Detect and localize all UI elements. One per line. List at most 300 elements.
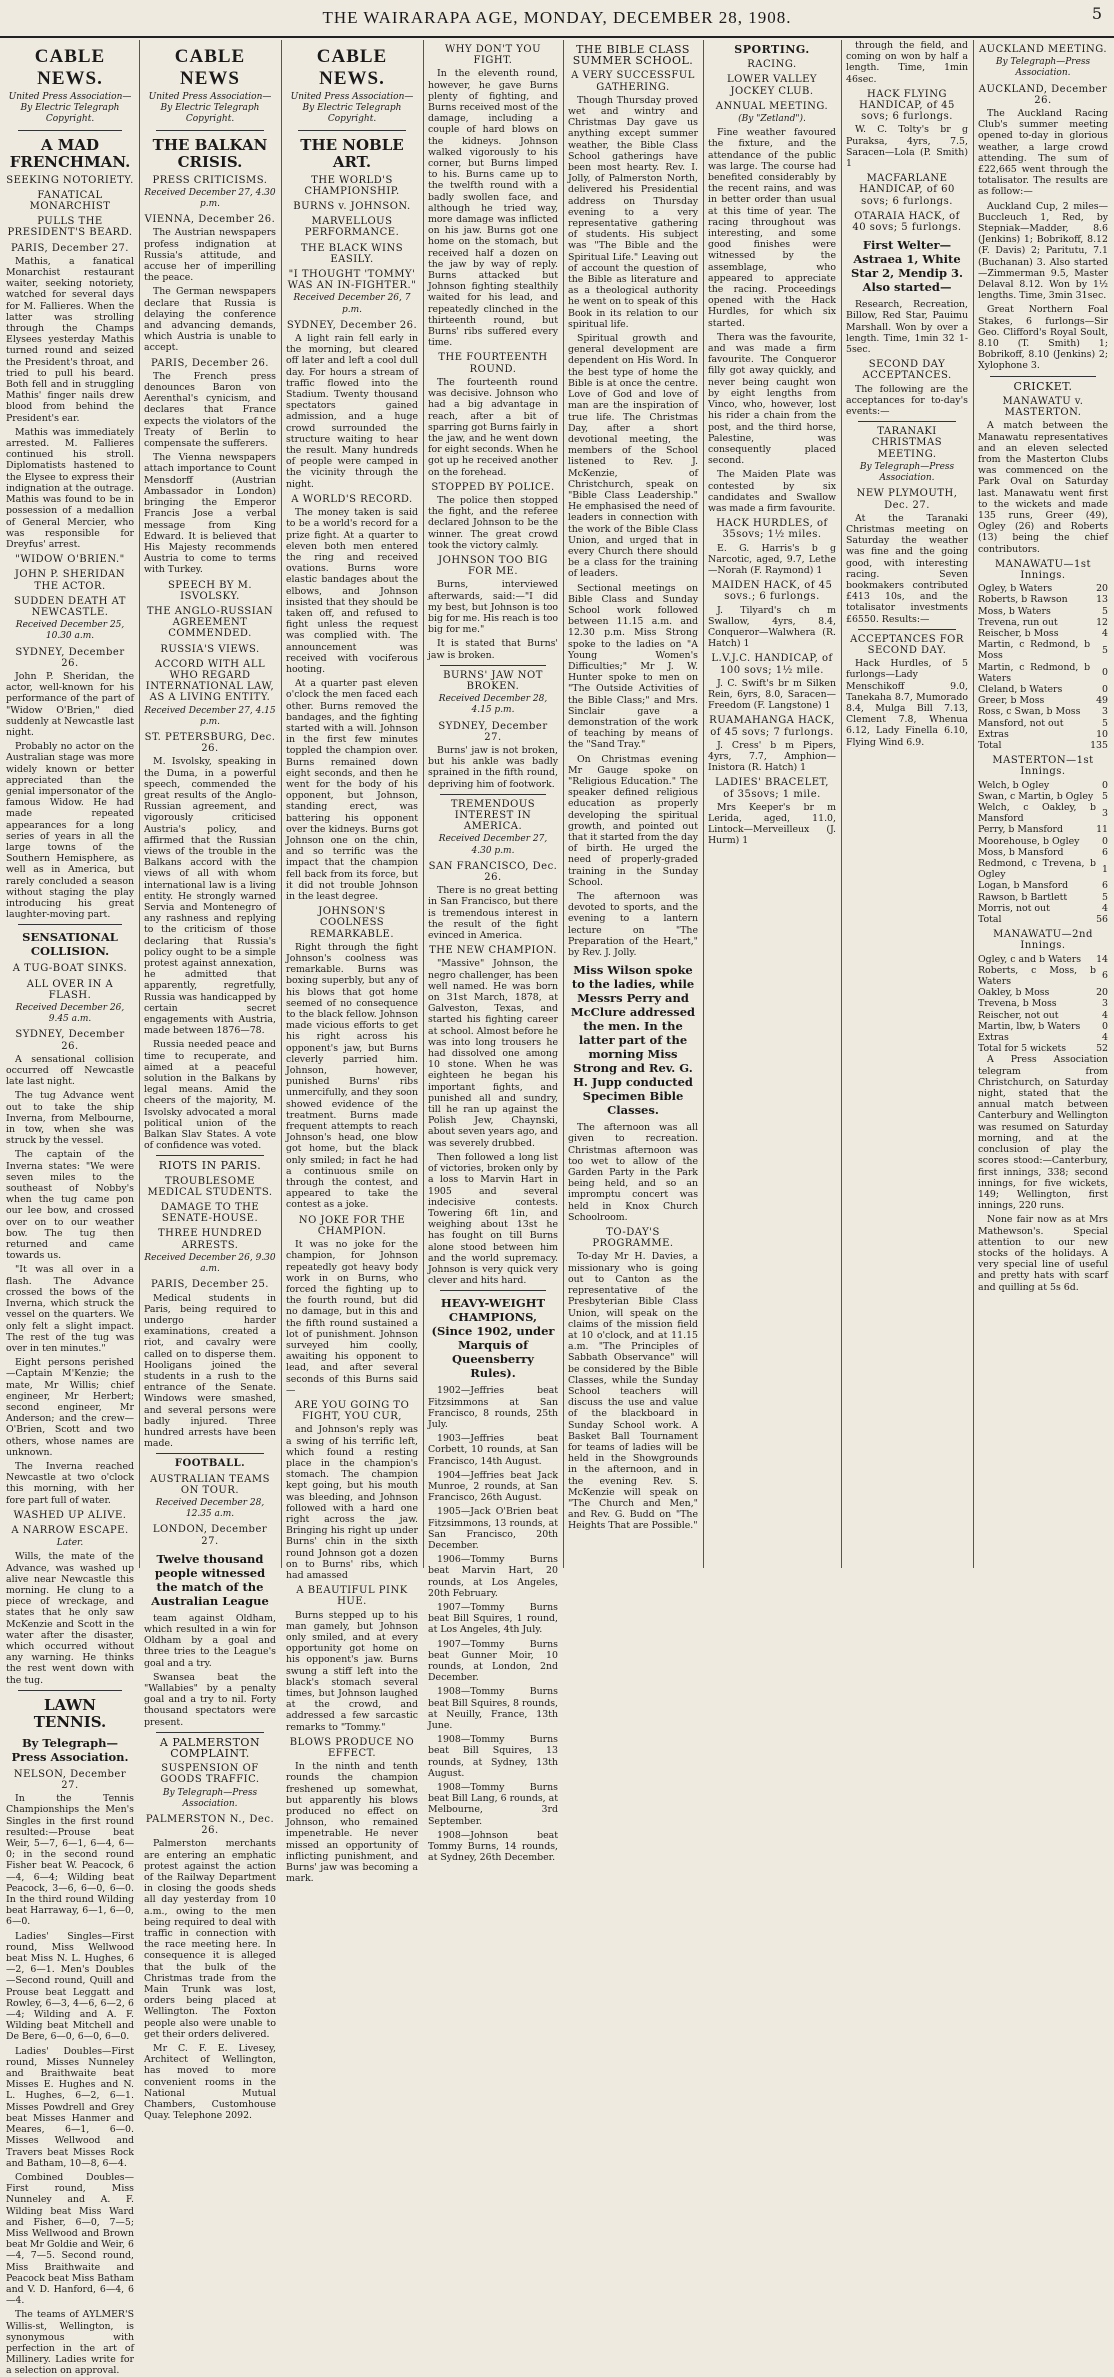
article-headline: CRICKET. xyxy=(1013,379,1073,393)
subhead: THREE HUNDRED ARRESTS. xyxy=(158,1228,262,1251)
dateline: SYDNEY, December 26. xyxy=(15,646,125,669)
paragraph: M. Isvolsky, speaking in the Duma, in a powerful speech, commended the great results of the Anglo-Russian agreement, and vigorously criticised Austria's policy, and affirmed that the Russian views of the trouble in the Balkans accord with the views of all with whom international law is a living entity. He strongly warned Servia and Montenegro of any rashness and replying to the criticism of those declaring that Russia's policy ought to be a simple protest against annexation, he admitted that apparently, regretfully, Russia was handicapped by certain secret engagements with Austria, made between 1876—78. xyxy=(144,756,276,1037)
paragraph: Russia needed peace and time to recuperate, and aimed at a peaceful solution in the Balkans by legal means. Amid the cheers of the majority, M. Isvolsky advocated a moral political union of the Balkan Slav States. A vote of confidence was voted. xyxy=(144,1039,276,1152)
paragraph: Burns, interviewed afterwards, said:—"I did my best, but Johnson is too big for me. His reach is too big for me." xyxy=(428,579,558,636)
race-title: OTARAIA HACK, of 40 sovs; 5 furlongs. xyxy=(852,210,962,234)
subhead: NO JOKE FOR THE CHAMPION. xyxy=(298,1214,406,1237)
subhead: SEEKING NOTORIETY. xyxy=(6,174,134,186)
batsman-name: Logan, b Mansford xyxy=(978,880,1069,892)
column-1 xyxy=(6,40,135,2377)
paragraph: The tug Advance went out to take the ship Inverna, from Melbourne, in tow, when she was struck by the vessel. xyxy=(6,1090,134,1147)
paragraph: The French press denounces Baron von Aerenthal's cynicism, and declares that France expects the violators of the Treaty of Berlin to compensate the sufferers. xyxy=(144,370,276,450)
scorecard-row xyxy=(978,662,1108,684)
dateline: PARIS, December 26. xyxy=(151,357,269,369)
subhead: TARANAKI CHRISTMAS MEETING. xyxy=(871,426,943,460)
scorecard-row xyxy=(978,729,1108,740)
byline: By Telegraph—Press Association. xyxy=(859,461,955,484)
column-8 xyxy=(978,40,1108,1568)
received-line: Received December 28, 4.15 p.m. xyxy=(438,694,548,716)
received-line: Received December 27, 4.30 p.m. xyxy=(438,834,548,856)
scorecard-row xyxy=(978,628,1108,639)
paragraph: Thera was the favourite, and was made a firm favourite. The Conqueror filly got away quickly, and never being caught won by eight lengths from Vinco, who, however, lost his rider a chain from the post, and the third horse, Palestine, was consequently placed second. xyxy=(708,331,836,467)
byline: By Telegraph—Press Association. xyxy=(11,1735,129,1764)
article-headline: SPORTING. xyxy=(734,43,810,56)
article-headline: LAWN TENNIS. xyxy=(33,1695,107,1731)
runs: 5 xyxy=(1102,790,1108,802)
subhead: SUDDEN DEATH AT NEWCASTLE. xyxy=(14,595,126,618)
paragraph: Hack Hurdles, of 5 furlongs—Lady Menschikoff 9.0, Tanekaha 8.7, Mumorado 8.4, Mulga Bill 7.13, Clement 7.8, Whenua 6.12, Lady Finella 6.10, Flying Wind 6.9. xyxy=(846,658,968,748)
race-result: W. C. Tolty's br g Puraksa, 4yrs, 7.5, Saracen—Lola (P. Smith) 1 xyxy=(846,124,968,170)
batsman-name: Oakley, b Moss xyxy=(978,987,1050,999)
paragraph: Ladies' Doubles—First round, Misses Nunneley and Braithwaite beat Misses E. Hughes and N. L. Hughes, 6—2, 6—1. Misses Powdrell and Grey beat Misses Hanmer and Meares, 6—1, 6—0. Misses Wellwood and Travers beat Misses Rock and Batham, 10—8, 6—4. xyxy=(6,2045,134,2169)
subhead: RACING. xyxy=(747,59,797,71)
batsman-name: Ogley, b Waters xyxy=(978,583,1053,595)
batsman-name: Perry, b Mansford xyxy=(978,824,1064,836)
subhead: ARE YOU GOING TO FIGHT, YOU CUR, xyxy=(294,1399,410,1423)
advertisement: None fair now as at Mrs Mathewson's. Special attention to our new stocks of the holidays. A very special line of useful and pretty hats with scarf and quilling at 5s 6d. xyxy=(978,1214,1108,1293)
batsman-name: Roberts, c Moss, b Waters xyxy=(978,964,1097,988)
runs: 49 xyxy=(1096,695,1108,707)
scorecard-row xyxy=(978,892,1108,903)
highlight-text: Twelve thousand people witnessed the match of the Australian League xyxy=(151,1551,269,1608)
champion-entry: 1907—Tommy Burns beat Gunner Moir, 10 rounds, at London, 2nd December. xyxy=(428,1638,558,1684)
batsman-name: Extras xyxy=(978,1032,1009,1044)
column-3 xyxy=(286,40,418,1885)
champion-entry: 1902—Jeffries beat Fitzsimmons at San Francisco, 8 rounds, 25th July. xyxy=(428,1385,558,1430)
runs: 4 xyxy=(1102,1032,1108,1044)
received-line: Received December 28, 12.35 a.m. xyxy=(155,1497,265,1520)
subhead: DAMAGE TO THE SENATE-HOUSE. xyxy=(160,1202,260,1225)
paragraph: The Vienna newspapers attach importance to Count Mensdorff (Austrian Ambassador in London) bringing the Emperor Francis Jose a verbal message from King Edward. It is believed that His Majesty recommends Austria to come to terms with Turkey. xyxy=(144,452,276,576)
subhead: AUSTRALIAN TEAMS ON TOUR. xyxy=(150,1473,270,1496)
subhead: WASHED UP ALIVE. xyxy=(13,1509,127,1521)
batsman-name: Extras xyxy=(978,728,1009,740)
scorecard-row xyxy=(978,824,1108,835)
subhead: THE BLACK WINS EASILY. xyxy=(300,242,404,265)
batsman-name: Total xyxy=(978,914,1002,926)
paragraph: Though Thursday proved wet and wintry and Christmas Day gave us anything except summer weather, the Bible Class School gatherings have been most hearty. Rev. I. Jolly, of Palmerston North, delivered his Presidential address on Thursday evening to a very representative gathering of students. His subject was "The Bible and the Spiritual Life." Leaving out of account the question of the Bible as literature and as a theological authority he went on to speak of this Book in its relation to our spiritual life. xyxy=(568,94,698,330)
paragraph: Burns' jaw is not broken, but his ankle was badly sprained in the fifth round, depriving him of footwork. xyxy=(428,744,558,790)
paragraph: Ladies' Singles—First round, Miss Wellwood beat Miss N. L. Hughes, 6—2, 6—1. Men's Doubles—Second round, Quill and Prouse beat Leggatt and Rowley, 6—3, 4—6, 6—2, 6—4; Wilding and A. F. Wilding beat Mitchell and De Bere, 6—0, 6—0, 6—0. xyxy=(6,1930,134,2043)
dateline: ST. PETERSBURG, Dec. 26. xyxy=(144,731,276,755)
received-line: Received December 26, 9.30 a.m. xyxy=(144,1252,276,1275)
section-heading: CABLE NEWS. xyxy=(316,46,388,89)
runs: 5 xyxy=(1102,644,1108,656)
subhead: PRESS CRITICISMS. xyxy=(152,174,268,186)
subhead: THE WORLD'S CHAMPIONSHIP. xyxy=(304,174,400,197)
race-title: MACFARLANE HANDICAP, of 60 sovs; 6 furlongs. xyxy=(859,173,955,207)
dateline: PARIS, December 25. xyxy=(151,1279,269,1291)
subhead: MANAWATU—2nd Innings. xyxy=(993,929,1093,952)
paragraph: In the eleventh round, however, he gave Burns plenty of fighting, and Burns received most of the damage, including a couple of hard blows on the kidneys. Johnson walked vigorously to his corner, but Burns limped to his. Burns came up to the twelfth round with a badly swollen face, and although he tried way, more damage was inflicted on his jaw. Burns got one home on the stomach, but received half a dozen on the jaw by way of reply. Burns attacked but Johnson fighting stealthily waited for his lead, and repeatedly clinched in the thirteenth round, but Burns' ribs suffered every time. xyxy=(428,68,558,349)
subhead: TO-DAY'S PROGRAMME. xyxy=(592,1227,674,1250)
scorecard-row xyxy=(978,836,1108,847)
paragraph: Mathis was immediately arrested. M. Fallieres continued his stroll. Diplomatists hastened to the Elysee to express their indignation at the outrage. Mathis was found to be in possession of a medallion of General Mercier, who was responsible for Dreyfus' arrest. xyxy=(6,426,134,550)
scorecard-row xyxy=(978,954,1108,965)
highlight-text: First Welter—Astraea 1, White Star 2, Mendip 3. Also started— xyxy=(850,238,963,295)
paragraph: and Johnson's reply was a swing of his terrific left, which found a resting place in the champion's stomach. The champion kept going, but his mouth was bleeding, and Johnson followed with a hard one right across the jaw. Bringing his right up under Burns' chin in the sixth round Johnson got a dozen on to Burns' ribs, which had amassed xyxy=(286,1424,418,1581)
batsman-name: Ross, c Swan, b Moss xyxy=(978,706,1081,718)
paragraph: A match between the Manawatu representatives and an eleven selected from the Masterton Clubs was commenced on the Park Oval on Saturday last. Manawatu went first to the wickets and made 135 runs, Greer (49), Ogley (26) and Roberts (13) being the chief contributors. xyxy=(978,420,1108,555)
scorecard-row xyxy=(978,740,1108,751)
runs: 0 xyxy=(1102,667,1108,679)
runs: 5 xyxy=(1102,717,1108,729)
paragraph: Research, Recreation, Billow, Red Star, Pauimu Marshall. Won by over a length. Time, 1min 32 1-5sec. xyxy=(846,299,968,356)
scorecard-row xyxy=(978,847,1108,858)
paragraph: In the ninth and tenth rounds the champion freshened up somewhat, but apparently his blows produced no effect on Johnson, who remained impenetrable. He never missed an opportunity of inflicting punishment, and Burns' jaw was becoming a mark. xyxy=(286,1761,418,1885)
batsman-name: Trevena, b Moss xyxy=(978,998,1057,1010)
scorecard-row xyxy=(978,791,1108,802)
scorecard-row xyxy=(978,617,1108,628)
subhead: JOHNSON TOO BIG FOR ME. xyxy=(438,554,548,578)
paragraph: There is no great betting in San Francisco, but there is tremendous interest in the result of the fight evinced in America. xyxy=(428,885,558,942)
dateline: VIENNA, December 26. xyxy=(144,214,276,226)
dateline: SAN FRANCISCO, Dec. 26. xyxy=(428,860,558,884)
champion-entry: 1908—Tommy Burns beat Bill Lang, 6 rounds, at Melbourne, 3rd September. xyxy=(428,1782,558,1827)
subhead: WHY DON'T YOU FIGHT. xyxy=(444,44,542,67)
scorecard-row xyxy=(978,1021,1108,1032)
subhead: THE FOURTEENTH ROUND. xyxy=(438,352,548,375)
byline: By Telegraph—Press Association. xyxy=(995,57,1091,79)
batsman-name: Trevena, run out xyxy=(978,616,1058,628)
subhead: A NARROW ESCAPE. xyxy=(11,1524,129,1536)
batsman-name: Mansford, not out xyxy=(978,717,1064,729)
received-line: Received December 25, 10.30 a.m. xyxy=(15,620,125,642)
runs: 4 xyxy=(1102,902,1108,914)
advertisement: The teams of AYLMER'S Willis-st, Wellington, is synonymous with perfection in the art of Millinery. Ladies write for a selection on approval. xyxy=(6,2309,134,2377)
subhead: RUSSIA'S VIEWS. xyxy=(160,643,260,655)
scorecard-row xyxy=(978,583,1108,594)
runs: 14 xyxy=(1096,953,1108,965)
runs: 56 xyxy=(1096,914,1108,926)
champion-entry: 1903—Jeffries beat Corbett, 10 rounds, at San Francisco, 14th August. xyxy=(428,1433,558,1467)
race-result: Mrs Keeper's br m Lerida, aged, 11.0, Lintock—Merveilleux (J. Hurm) 1 xyxy=(708,801,836,847)
champion-entry: 1907—Tommy Burns beat Bill Squires, 1 round, at Los Angeles, 4th July. xyxy=(428,1601,558,1636)
subhead: ANNUAL MEETING. xyxy=(715,100,829,112)
column-7 xyxy=(846,40,968,1568)
runs: 0 xyxy=(1102,779,1108,791)
champion-entry: 1908—Tommy Burns beat Bill Squires, 13 rounds, at Sydney, 13th August. xyxy=(428,1734,558,1779)
masthead-title: THE WAIRARAPA AGE, MONDAY, DECEMBER 28, 1908. xyxy=(322,8,792,27)
dateline: NEW PLYMOUTH, Dec. 27. xyxy=(856,488,958,511)
paragraph: The Inverna reached Newcastle at two o'clock this morning, with her fore part full of water. xyxy=(6,1460,134,1506)
batsman-name: Martin, c Redmond, b Moss xyxy=(978,639,1091,662)
paragraph: Medical students in Paris, being required to undergo harder examinations, created a riot, and cavalry were called on to disperse them. Hooligans joined the students in a rush to the entrance of the Senate. Windows were smashed, and several persons were badly injured. Three hundred arrests have been made. xyxy=(144,1292,276,1450)
runs: 135 xyxy=(1090,739,1108,751)
dateline: SYDNEY, December 27. xyxy=(438,720,548,743)
race-result: J. C. Swift's br m Silken Rein, 6yrs, 8.0, Saracen—Freedom (F. Langstone) 1 xyxy=(708,677,836,712)
scorecard-row xyxy=(978,606,1108,617)
section-heading: CABLE NEWS xyxy=(174,46,246,89)
subhead: JOHN P. SHERIDAN THE ACTOR. xyxy=(14,569,126,592)
race-title: L.V.J.C. HANDICAP, of 100 sovs; 1½ mile. xyxy=(711,653,833,676)
subhead: A WORLD'S RECORD. xyxy=(291,493,413,505)
scorecard-table xyxy=(978,954,1108,1055)
paragraph: Wills, the mate of the Advance, was washed up alive near Newcastle this morning. He clung to a piece of wreckage, and states that he only saw McKenzie and Scott in the water after the disaster, which occurred without any warning. He thinks the rest went down with the tug. xyxy=(6,1551,134,1686)
runs: 1 xyxy=(1102,863,1108,875)
subhead: JOHNSON'S COOLNESS REMARKABLE. xyxy=(309,906,395,940)
scorecard-table xyxy=(978,780,1108,926)
subhead: MASTERTON—1st Innings. xyxy=(992,755,1094,778)
scorecard-row xyxy=(978,684,1108,695)
dateline: AUCKLAND, December 26. xyxy=(978,83,1108,106)
champions-list xyxy=(428,1385,558,1863)
dateline: PALMERSTON N., Dec. 26. xyxy=(145,1814,275,1837)
champion-entry: 1906—Tommy Burns beat Marvin Hart, 20 rounds, at Los Angeles, 20th February. xyxy=(428,1554,558,1599)
scorecard-table xyxy=(978,583,1108,751)
batsman-name: Swan, c Martin, b Ogley xyxy=(978,790,1094,802)
paragraph: Combined Doubles—First round, Miss Nunneley and A. F. Wilding beat Miss Ward and Fisher, 6—0, 7—5; Miss Wellwood and Brown beat Mr Goldie and Weir, 6—4, 7—5. Second round, Miss Braithwaite and Peacock beat Miss Batham and V. D. Hanford, 6—4, 6—4. xyxy=(6,2171,135,2307)
paragraph: Palmerston merchants are entering an emphatic protest against the action of the Railway Department in closing the goods sheds all day yesterday from 10 a.m., owing to the men being required to deal with traffic in connection with the race meeting here. In consequence it is alleged that the bulk of the Christmas trade from the Main Trunk was lost, orders being placed at Wellington. The Foxton people also were unable to get their orders delivered. xyxy=(144,1838,276,2040)
scorecard-row xyxy=(978,903,1108,914)
dateline: Later. xyxy=(56,1538,84,1549)
subhead: SPEECH BY M. ISVOLSKY. xyxy=(167,579,253,602)
champion-entry: 1905—Jack O'Brien beat Fitzsimmons, 13 rounds, at San Francisco, 20th December. xyxy=(428,1506,558,1551)
runs: 13 xyxy=(1096,594,1108,606)
paragraph: Sectional meetings on Bible Class and Sunday School work followed between 11.15 a.m. and 12.30 p.m. Miss Strong spoke to the ladies on "A Young Women's Difficulties;" Mr J. W. Hunter spoke to men on "The Outside Activities of the Bible Class;" and Mrs. Sinclair gave a demonstration of the work of teaching by means of the "Sand Tray." xyxy=(568,582,698,751)
subhead: A VERY SUCCESSFUL GATHERING. xyxy=(571,70,695,93)
race-result: E. G. Harris's b g Narcotic, aged, 9.7, Lethe—Norah (F. Raymond) 1 xyxy=(708,542,836,576)
runs: 0 xyxy=(1102,835,1108,847)
runs: 0 xyxy=(1102,1020,1108,1032)
paragraph: through the field, and coming on won by half a length. Time, 1min 46sec. xyxy=(846,40,968,85)
batsman-name: Redmond, c Trevena, b Ogley xyxy=(978,858,1097,881)
paragraph: In the Tennis Championships the Men's Singles in the first round resulted:—Prouse beat Weir, 5—7, 6—1, 6—4, 6—0; in the second round Fisher beat W. Peacock, 6—4, 6—4; Wilding beat Peacock, 3—6, 6—0, 6—0. In the third round Wilding beat Harraway, 6—1, 6—0, 6—0. xyxy=(6,1793,134,1928)
runs: 20 xyxy=(1096,583,1108,595)
credit-line: United Press Association—By Electric Telegraph Copyright. xyxy=(148,92,272,125)
received-line: Received December 27, 4.15 p.m. xyxy=(144,705,276,727)
paragraph: Then followed a long list of victories, broken only by a loss to Marvin Hart in 1905 and several indecisive contests. Towering 6ft 1in, and weighing about 13st he has fought on till Burns alone stood between him and the world supremacy. Johnson is very quick very clever and hits hard. xyxy=(428,1151,558,1287)
batsman-name: Roberts, b Rawson xyxy=(978,594,1068,606)
scorecard-row xyxy=(978,802,1108,824)
scorecard-row xyxy=(978,965,1108,987)
scorecard-row xyxy=(978,695,1108,706)
article-headline: A PALMERSTON COMPLAINT. xyxy=(159,1735,261,1760)
race-result: J. Tilyard's ch m Swallow, 4yrs, 8.4, Conqueror—Walwhera (R. Hatch) 1 xyxy=(708,604,836,650)
paragraph: Fine weather favoured the fixture, and the attendance of the public was large. The course had benefited considerably by the recent rains, and was in better order than usual at this time of year. The racing throughout was interesting, and some good finishes were witnessed by the assemblage, who appeared to appreciate the racing. Proceedings opened with the Hack Hurdles, for which six started. xyxy=(708,127,836,329)
dateline: PARIS, December 27. xyxy=(11,242,129,254)
subhead: ALL OVER IN A FLASH. xyxy=(26,978,114,1001)
paragraph: "It was all over in a flash. The Advance crossed the bows of the Inverna, which struck the vessel on the quarters. We only felt a slight impact. The rest of the tug was over in ten minutes." xyxy=(6,1264,134,1354)
received-line: Received December 26, 7 p.m. xyxy=(293,293,411,315)
paragraph: The Maiden Plate was contested by six candidates and Swallow was made a firm favourite. xyxy=(708,469,836,514)
paragraph: Auckland Cup, 2 miles—Buccleuch 1, Red, by Stepniak—Madder, 8.6 (Jenkins) 1; Bobrikoff, 8.12 (F. Davis) 2; Paritutu, 7.1 (Buchanan) 3. Also started—Zimmerman 9.5, Master Delaval 8.12. Won by 1½ lengths. Time, 3min 31sec. xyxy=(978,200,1108,302)
race-title: RUAMAHANGA HACK, of 45 sovs; 7 furlongs. xyxy=(709,715,835,738)
subhead: THE ANGLO-RUSSIAN AGREEMENT COMMENDED. xyxy=(146,605,274,640)
subhead: TROUBLESOME MEDICAL STUDENTS. xyxy=(147,1175,273,1198)
champion-entry: 1908—Tommy Burns beat Bill Squires, 8 rounds, at Neuilly, France, 13th June. xyxy=(428,1686,558,1732)
subhead: STOPPED BY POLICE. xyxy=(431,481,555,493)
paragraph: The following are the acceptances for to-day's events:— xyxy=(846,383,968,418)
subhead: MANAWATU v. MASTERTON. xyxy=(1002,395,1084,419)
highlight-text: HEAVY-WEIGHT CHAMPIONS, (Since 1902, under Marquis of Queensberry Rules). xyxy=(431,1296,555,1381)
champion-entry: 1904—Jeffries beat Jack Munroe, 2 rounds, at San Francisco, 26th August. xyxy=(428,1469,558,1504)
paragraph: The German newspapers declare that Russia is delaying the conference and advancing demands, which Austria is unable to accept. xyxy=(144,286,276,354)
paragraph: Eight persons perished—Captain M'Kenzie; the mate, Mr Willis; chief engineer, Mr Herbert; second engineer, Mr Anderson; and the crew—O'Brien, Scott and two others, whose names are unknown. xyxy=(6,1357,134,1458)
subhead: LOWER VALLEY JOCKEY CLUB. xyxy=(726,74,818,97)
runs: 0 xyxy=(1102,683,1108,695)
dateline: LONDON, December 27. xyxy=(152,1524,268,1547)
paragraph: The afternoon was all given to recreation. Christmas afternoon was too wet to allow of the Garden Party in the Park being held, and so an impromptu concert was held in Knox Church Schoolroom. xyxy=(568,1122,698,1223)
paragraph: The Austrian newspapers profess indignation at Russia's attitude, and accuse her of imperilling the peace. xyxy=(144,227,276,284)
paragraph: Great Northern Foal Stakes, 6 furlongs—Sir Geo. Clifford's Royal Soult, 8.10 (T. Smith) 1; Bobrikoff, 8.10 (Jenkins) 2; Xylophone 3. xyxy=(978,304,1108,372)
scorecard-row xyxy=(978,858,1108,880)
subhead: MANAWATU—1st Innings. xyxy=(994,558,1092,581)
runs: 6 xyxy=(1102,846,1108,858)
batsman-name: Welch, c Oakley, b Mansford xyxy=(978,802,1097,825)
runs: 5 xyxy=(1102,605,1108,617)
article-headline: THE BALKAN CRISIS. xyxy=(152,135,268,171)
subhead: BURNS v. JOHNSON. xyxy=(293,201,411,213)
batsman-name: Rawson, b Bartlett xyxy=(978,891,1068,903)
paragraph: At the Taranaki Christmas meeting on Saturday the weather was fine and the going good, with interesting racing. Seven bookmakers contributed £413 10s, and the totalisator investments £6550. Results:— xyxy=(846,512,968,625)
paragraph: The Auckland Racing Club's summer meeting opened to-day in glorious weather, a large crowd attending. The sum of £22,665 went through the totalisator. The results are as follow:— xyxy=(978,108,1108,198)
batsman-name: Ogley, c and b Waters xyxy=(978,953,1082,965)
champion-entry: 1908—Johnson beat Tommy Burns, 14 rounds, at Sydney, 26th December. xyxy=(428,1829,558,1864)
runs: 5 xyxy=(1102,891,1108,903)
advertisement: Mr C. F. E. Livesey, Architect of Wellington, has moved to more convenient rooms in the National Mutual Chambers, Customhouse Quay. Telephone 2092. xyxy=(144,2043,276,2122)
subhead: TREMENDOUS INTEREST IN AMERICA. xyxy=(450,798,536,833)
batsman-name: Reischer, not out xyxy=(978,1009,1059,1021)
article-headline: THE NOBLE ART. xyxy=(300,135,404,171)
batsman-name: Martin, lbw, b Waters xyxy=(978,1020,1081,1032)
paragraph: On Christmas evening Mr Gauge spoke on "Religious Education." The speaker defined religious education as properly developing the spiritual growth, and pointed out that it started from the day of birth. He urged the need of properly-graded training in the Sunday School. xyxy=(568,753,698,888)
byline: (By "Zetland"). xyxy=(738,114,806,125)
paragraph: To-day Mr H. Davies, a missionary who is going out to Canton as the representative of the Presbyterian Bible Class Union, will speak on the claims of the mission field at 10 o'clock, and at 11.15 a.m. "The Principles of Sabbath Observance" will be considered by the Bible Classes, while the Sunday School teachers will discuss the use and value of the blackboard in Sunday School work. A Basket Ball Tournament for teams of ladies will be held in the Showgrounds in the afternoon, and in the evening Rev. S. McKenzie will speak on "The Church and Men," and Rev. G. Budd on "The Heights That are Possible." xyxy=(568,1251,698,1532)
scorecard-row xyxy=(978,1032,1108,1043)
paragraph: The afternoon was devoted to sports, and the evening to a lantern lecture on "The Preparation of the Heart," by Rev. J. Jolly. xyxy=(568,891,698,959)
article-headline: SENSATIONAL COLLISION. xyxy=(22,930,118,959)
paragraph: The money taken is said to be a world's record for a prize fight. At a quarter to eleven both men entered the ring and received ovations. Burns wore elastic bandages about the elbows, and Johnson insisted that they should be taken off, and refused to fight unless the request was complied with. The announcement was received with vociferous hooting. xyxy=(286,507,418,675)
paragraph: At a quarter past eleven o'clock the men faced each other. Burns removed the bandages, and the fighting started with a will. Johnson in the first few minutes toppled the champion over. Burns remained down eight seconds, and then he went for the body of his opponent, but Johnson, standing erect, was battering his opponent over the kidneys. Burns got Johnson one on the chin, and so terrific was the impact that the champion fell back from its force, but it did not trouble Johnson in the least degree. xyxy=(286,678,418,902)
paragraph: team against Oldham, which resulted in a win for Oldham by a goal and three tries to the League's goal and a try. xyxy=(144,1612,276,1669)
paragraph: A sensational collision occurred off Newcastle late last night. xyxy=(6,1053,134,1088)
runs: 6 xyxy=(1102,970,1108,982)
batsman-name: Moss, b Waters xyxy=(978,605,1051,617)
subhead: A TUG-BOAT SINKS. xyxy=(12,963,128,975)
race-title: MAIDEN HACK, of 45 sovs.; 6 furlongs. xyxy=(711,580,833,603)
runs: 3 xyxy=(1102,807,1108,819)
runs: 6 xyxy=(1102,880,1108,892)
subhead: ACCEPTANCES FOR SECOND DAY. xyxy=(850,633,964,656)
subhead: THE NEW CHAMPION. xyxy=(429,945,557,957)
scorecard-row xyxy=(978,718,1108,729)
received-line: Received December 26, 9.45 a.m. xyxy=(15,1003,125,1025)
subhead: FANATICAL MONARCHIST xyxy=(29,189,111,213)
subhead: SECOND DAY ACCEPTANCES. xyxy=(862,359,952,382)
scorecard-row xyxy=(978,987,1108,998)
paragraph: Swansea beat the "Wallabies" by a penalty goal and a try to nil. Forty thousand spectators were present. xyxy=(144,1671,276,1728)
paragraph: The police then stopped the fight, and the referee declared Johnson to be the winner. The great crowd took the victory calmly. xyxy=(428,494,558,551)
scorecard-row xyxy=(978,706,1108,717)
subhead: A BEAUTIFUL PINK HUE. xyxy=(296,1585,408,1608)
article-headline: THE BIBLE CLASS SUMMER SCHOOL. xyxy=(572,43,694,68)
batsman-name: Cleland, b Waters xyxy=(978,683,1063,695)
scorecard-row xyxy=(978,880,1108,891)
runs: 12 xyxy=(1096,616,1108,628)
subhead: BLOWS PRODUCE NO EFFECT. xyxy=(289,1736,415,1760)
batsman-name: Morris, not out xyxy=(978,902,1050,914)
batsman-name: Welch, b Ogley xyxy=(978,779,1050,791)
column-2 xyxy=(144,40,276,2122)
received-line: Received December 27, 4.30 p.m. xyxy=(144,187,276,210)
batsman-name: Greer, b Moss xyxy=(978,695,1045,707)
paragraph: It is stated that Burns' jaw is broken. xyxy=(428,638,558,661)
dateline: SYDNEY, December 26. xyxy=(286,319,418,331)
subhead: BURNS' JAW NOT BROKEN. xyxy=(443,669,543,692)
batsman-name: Moorehouse, b Ogley xyxy=(978,835,1080,847)
column-4 xyxy=(428,40,558,1864)
runs: 4 xyxy=(1102,1009,1108,1021)
subhead: PULLS THE PRESIDENT'S BEARD. xyxy=(7,216,133,239)
runs: 20 xyxy=(1096,987,1108,999)
runs: 52 xyxy=(1096,1043,1108,1055)
paragraph: A Press Association telegram from Christchurch, on Saturday night, stated that the annual match between Canterbury and Wellington was resumed on Saturday morning, and at the conclusion of play the scores stood:—Canterbury, first innings, 338; second innings, for five wickets, 149; Wellington, first innings, 220 runs. xyxy=(978,1054,1108,1212)
scorecard-row xyxy=(978,639,1108,661)
batsman-name: Martin, c Redmond, b Waters xyxy=(978,661,1091,684)
scorecard-row xyxy=(978,1010,1108,1021)
subhead: ACCORD WITH ALL WHO REGARD INTERNATIONAL LAW, AS A LIVING ENTITY. xyxy=(145,658,275,704)
batsman-name: Reischer, b Moss xyxy=(978,627,1059,639)
credit-line: United Press Association—By Electric Telegraph Copyright. xyxy=(8,92,132,125)
article-headline: RIOTS IN PARIS. xyxy=(158,1159,262,1173)
subhead: SUSPENSION OF GOODS TRAFFIC. xyxy=(160,1763,260,1786)
paragraph: Burns stepped up to his man gamely, but Johnson only smiled, and at every opportunity got home on his opponent's jaw. Burns swung a stiff left into the black's stomach several times, but Johnson laughed at the crowd, and addressed a few sarcastic remarks to "Tommy." xyxy=(286,1609,418,1733)
scorecard-row xyxy=(978,998,1108,1009)
paragraph: It was no joke for the champion, for Johnson repeatedly got heavy body work in on Burns, who forced the fighting up to the fourth round, but did no damage, but in this and the fifth round sustained a lot of punishment. Johnson surveyed him coolly, awaiting his opponent to lead, and after several seconds of this Burns said— xyxy=(286,1239,418,1396)
race-result: J. Cress' b m Pipers, 4yrs, 7.7, Amphion—Inistora (R. Hatch) 1 xyxy=(708,739,836,774)
section-heading: CABLE NEWS. xyxy=(34,46,106,89)
article-headline: A MAD FRENCHMAN. xyxy=(9,135,131,171)
columns xyxy=(6,40,1108,2377)
runs: 11 xyxy=(1096,824,1108,836)
article-headline: "WIDOW O'BRIEN." xyxy=(15,554,125,566)
paragraph: "Massive" Johnson, the negro challenger, has been well named. He was born on 31st March, 1878, at Galveston, Texas, and started his fighting career at school. Almost before he was into long trousers he had dissolved one among 10 stone. When he was eighteen he began his important fights, and punished all and sundry, till he ran up against the Polish Jew, Chaynski, about seven years ago, and was severely drubbed. xyxy=(428,958,558,1149)
paragraph: A light rain fell early in the morning, but cleared off later and left a cool dull day. For hours a stream of traffic flowed into the Stadium. Twenty thousand spectators gained admission, and a huge crowd surrounded the structure waiting to hear the result. Many hundreds of people were camped in the vicinity through the night. xyxy=(286,333,418,490)
race-title: HACK FLYING HANDICAP, of 45 sovs; 6 furlongs. xyxy=(859,88,955,123)
subhead: "I THOUGHT 'TOMMY' WAS AN IN-FIGHTER." xyxy=(287,269,417,292)
batsman-name: Total for 5 wickets xyxy=(978,1043,1067,1055)
column-5 xyxy=(568,40,698,1568)
runs: 4 xyxy=(1102,627,1108,639)
scorecard-row xyxy=(978,780,1108,791)
paragraph: The fourteenth round was decisive. Johnson who had a big advantage in reach, after a bit of sparring got Burns fairly in the jaw, and he went down for eight seconds. When he got up he received another on the forehead. xyxy=(428,376,558,478)
subhead: MARVELLOUS PERFORMANCE. xyxy=(304,216,400,239)
dateline: NELSON, December 27. xyxy=(13,1768,127,1791)
masthead xyxy=(0,0,1114,38)
paragraph: Right through the fight Johnson's coolness was remarkable. Burns was boxing superbly, but any of his blows that got home seemed of no consequence to the black fellow. Johnson made vicious efforts to get his right across his opponent's jaw, but Burns cleverly parried him. Johnson, however, punished Burns' ribs unmercifully, and they soon showed evidence of the treatment. Burns made frequent attempts to reach Johnson's head, one blow got home, but the black only smiled; in fact he had a continuous smile on through the contest, and appeared to take the contest as a joke. xyxy=(286,941,418,1211)
article-headline: FOOTBALL. xyxy=(174,1458,246,1470)
paragraph: The captain of the Inverna states: "We were seven miles to the southeast of Nobby's when the tug came pon our lee bow, and crossed over on to our weather bow. The tug then returned and came towards us. xyxy=(6,1149,134,1262)
byline: By Telegraph—Press Association. xyxy=(162,1787,258,1809)
batsman-name: Moss, b Mansford xyxy=(978,846,1064,858)
batsman-name: Total xyxy=(978,739,1002,751)
runs: 10 xyxy=(1096,728,1108,740)
race-title: LADIES' BRACELET, of 35sovs; 1 mile. xyxy=(715,777,829,800)
scorecard-row xyxy=(978,594,1108,605)
runs: 3 xyxy=(1102,706,1108,718)
runs: 3 xyxy=(1102,998,1108,1010)
dateline: SYDNEY, December 26. xyxy=(15,1029,125,1052)
paragraph: Mathis, a fanatical Monarchist restaurant waiter, seeking notoriety, watched for several days for M. Fallieres. When the latter was strolling through the Champs Elysees yesterday Mathis turned round and seized the President's throat, and tried to pull his beard. Both fell and in struggling Mathis' finger nails drew blood from behind the President's ear. xyxy=(6,255,134,424)
article-headline: AUCKLAND MEETING. xyxy=(978,44,1108,55)
highlight-text: Miss Wilson spoke to the ladies, while Messrs Perry and McClure addressed the men. In the latter part of the morning Miss Strong and Rev. G. H. Jupp conducted Specimen Bible Classes. xyxy=(570,963,696,1118)
credit-line: United Press Association—By Electric Telegraph Copyright. xyxy=(290,92,414,125)
scorecard-row xyxy=(978,1043,1108,1054)
paragraph: Spiritual growth and general development are dependent on His Word. In the best type of home the Bible is at once the centre. Love of God and love of man are the inspiration of true life. The Christmas Day, after a short devotional meeting, the members of the School listened to Rev. J. McKenzie, of Christchurch, speak on "Bible Class Leadership." He emphasised the need of leaders in connection with the work of the Bible Class Union, and urged that in every Church there should be a class for the training of leaders. xyxy=(568,333,698,580)
column-6 xyxy=(708,40,836,1568)
race-title: HACK HURDLES, of 35sovs; 1½ miles. xyxy=(716,518,828,541)
